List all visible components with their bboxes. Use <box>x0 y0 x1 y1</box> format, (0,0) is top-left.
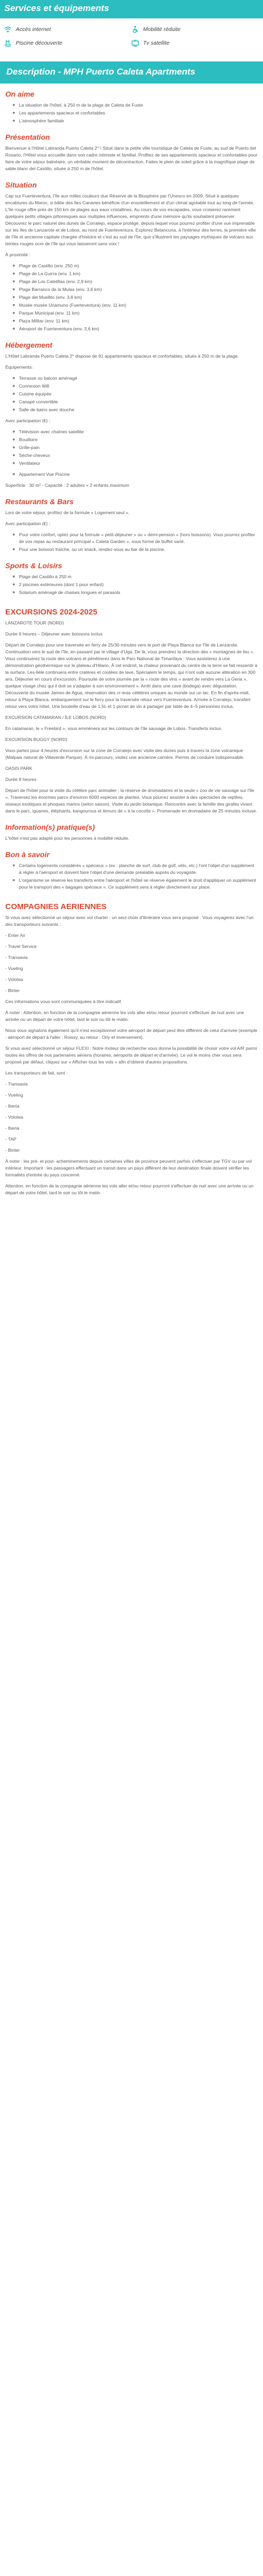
information-text: L'hôtel n'est pas adapté pour les personnes à mobilité réduite. <box>5 836 129 841</box>
list-item: ■ 2 piscines extérieures (dont 1 pour enfant) <box>19 581 258 588</box>
list-item: ■ Plage de Los Caletillas (env. 2,9 km) <box>19 278 258 285</box>
compagnies-heading: COMPAGNIES AERIENNES <box>5 902 107 911</box>
compagnies-final: Attention, en fonction de la compagnie aérienne les vols aller et/ou retour pourront s'effectuer de nuit avec une arrivée ou un départ de votre hôtel, tard le soir ou tôt le matin. <box>5 1183 254 1195</box>
proximity-list <box>5 263 258 332</box>
services-title: Services et équipements <box>4 3 109 13</box>
list-item: ■ Télévision avec chaînes satellite <box>19 429 258 435</box>
service-label: Piscine découverte <box>16 40 63 46</box>
list-item: ■ Plaza Militar (env. 11 km) <box>19 318 258 325</box>
list-item: ■ Bouilloire <box>19 436 258 443</box>
compagnies-intro: Si vous avez sélectionné un séjour avec vol charter : un seul choix d'itinéraire vous sera proposé . Vous voyagerez avec l'un des transporteurs suivants : <box>5 915 254 927</box>
wheelchair-icon <box>132 26 139 33</box>
list-item: ■ Ventilateur <box>19 460 258 467</box>
compagnies-note: À noter : Attention, en fonction de la compagnie aérienne les vols aller et/ou retour pourront s'effectuer de nuit avec une arrivée ou un départ de votre hôtel, tard le soir ou tôt le matin. <box>5 1010 244 1022</box>
excursions-heading: EXCURSIONS 2024-2025 <box>5 608 98 617</box>
flexi-item: - Transavia <box>5 1081 28 1087</box>
extra-list <box>5 471 258 478</box>
flexi-item: - Vueling <box>5 1092 23 1098</box>
hebergement-heading: Hébergement <box>5 341 53 349</box>
list-item: ■ Aéroport de Fuerteventura (env. 3,6 km) <box>19 326 258 332</box>
presentation-text: Bienvenue à l'Hôtel Labranda Puerto Caleta 2* ! Situé dans la petite ville touristique de Caleta de Fuste, au sud de Puerto del Rosario, l'Hôtel vous accueille dans son cadre intimiste et familial. Profitez de ses appartements spacieux et confortables pour faire de votre séjour balnéaire, un véritable moment de décontraction. Faites le plein de soleil grâce à la magnifique plage de sable blanc del Castillo, située à 250 m de l'hôtel. <box>5 145 258 171</box>
on-aime-list <box>5 102 258 124</box>
equip-label: Équipements : <box>5 364 34 370</box>
service-label: Accès internet <box>16 26 51 33</box>
list-item: ■ Canapé convertible <box>19 399 258 405</box>
excursion-title: OASIS PARK <box>5 766 33 771</box>
list-item: ■ Solarium aménagé de chaises longues et parasols <box>19 589 258 596</box>
list-item: ■ Parque Municipal (env. 11 km) <box>19 310 258 317</box>
list-item: ■ Salle de bains avec douche <box>19 406 258 413</box>
flexi-item: - Binter <box>5 1148 20 1153</box>
situation-text: Cap sur Fuerteventura, l'île aux milles couleurs due Réserve de la Biosphère par l'Unesco en 2009. Situé à quelques encablures du Maroc, si bâtie des îles Canaries bénéficie d'un ensoleillement et d'un climat agréable tout au long de l'année. L'île rouge offre près de 150 km de plages aux eaux cristallines. Au cours de vos escapades, vous croiserez rarement quelques petits villages pittoresques aux multiples influences, empreints d'une mémoire qu'ils souhaitent préserver. Découvrez le parc naturel des dunes de Corralejo, espace protégé, depuis lequel vous pourrez profiter d'une vue imprenable sur les îles de Lanzarote et de Lobos, au nord de Fuerteventura. Explorez Betancuria, à l'intérieur des terres, la première ville de l'île et ancienne capitale chargée d'histoire et c'est au sud de l'île, que s'illustrent les paysages mythiques de volcans aux teintes rouges ocre de l'île qui vous laisseront sans voix ! <box>5 193 256 246</box>
fee-label: Avec participation (€) : <box>5 418 50 423</box>
list-item: ■ Sèche-cheveux <box>19 452 258 459</box>
restaurants-heading: Restaurants & Bars <box>5 497 74 506</box>
capacity-text: Superficie : 30 m² - Capacité : 2 adultes + 2 enfants maximum <box>5 483 129 488</box>
services-banner <box>0 0 263 18</box>
charter-item: - Volotea <box>5 977 23 982</box>
list-item: ■ Plage de La Guirra (env. 1 km) <box>19 270 258 277</box>
charter-item: - Transavia <box>5 955 28 960</box>
list-item: ■ Connexion Wifi <box>19 383 258 390</box>
satellite-tv-icon <box>132 39 139 47</box>
excursion-text: Vous partez pour 4 heures d'excursion sur la zone de Corralejo avec visite des dunes puis à travers la zone volcanique (Malpais natural de Villaverde Parque). À mi-parcours, visitez une ancienne carrière. Permis de conduire indispensable. <box>5 748 245 760</box>
list-item: ■ Plage Barranco de la Mulas (env. 3,6 km) <box>19 286 258 293</box>
service-tv <box>132 39 259 47</box>
list-item: ■ Plage del Muellito (env. 3,8 km) <box>19 294 258 301</box>
list-item: ■ Pour une boisson fraîche, ou un snack, rendez-vous au bar de la piscine. <box>19 546 258 553</box>
sports-heading: Sports & Loisirs <box>5 561 63 570</box>
flexi-item: - Volotea <box>5 1114 23 1120</box>
list-item: ■ La situation de l'hôtel, à 250 m de la plage de Caleta de Fuste <box>19 102 258 109</box>
compagnies-note: Si vous avez sélectionné un séjour FLEXI : Notre moteur de recherche vous donne la possibilité de choisir votre vol A/R parmi toutes les offres de nos partenaires aériens (horaires, aéroports de départ et d'arrivée). Le vol le moins cher vous sera proposé par défaut, cliquez sur « Afficher tous les vols » afin d'obtenir d'autres propositions. <box>5 1046 257 1065</box>
list-item: ■ Plage del Castillo à 250 m <box>19 573 258 580</box>
excursion-text: Durée 8 heures <box>5 777 37 782</box>
presentation-heading: Présentation <box>5 133 50 141</box>
excursion-text: Durée 9 heures – Déjeuner avec boissons inclus <box>5 631 103 637</box>
flexi-item: - Iberia <box>5 1103 19 1109</box>
charter-item: - Vueling <box>5 966 23 971</box>
compagnies-final: À noter : les pré- et post- acheminements depuis certaines villes de province peuvent parfois s'effectuer par TGV ou par vol intérieur. Important : les passagers effectuant un transit dans un pays différent de leur destination finale doivent vérifier les formalités d'entrée du pays concerné. <box>5 1159 252 1177</box>
services-grid <box>0 18 263 52</box>
service-mobility <box>132 26 259 33</box>
hebergement-text: L'Hôtel Labranda Puerto Caleta 2* dispose de 91 appartements spacieux et confortables, situés à 250 m de la plage. <box>5 353 239 359</box>
service-label: Mobilité réduite <box>143 26 181 33</box>
compagnies-note: Nous vous signalons également qu'il n'est exceptionnel votre aéroport de départ peut être différent de celui d'arrivée (exemple : aéroport de départ à l'aller : Roissy, au retour : Orly et inversement). <box>5 1028 258 1040</box>
list-item: ■ Musée musée Unamuno (Fuerteventura) (env. 11 km) <box>19 302 258 309</box>
compagnies-note: Ces informations vous sont communiquées à titre indicatif. <box>5 999 123 1004</box>
restaurants-text: Lors de votre séjour, profitez de la formule « Logement seul ». <box>5 510 129 515</box>
charter-item: - Binter <box>5 988 20 993</box>
proximity-label: À proximité : <box>5 252 31 257</box>
list-item: ■ Terrasse ou balcon aménagé <box>19 375 258 382</box>
list-item: ■ L'atmosphère familiale <box>19 118 258 124</box>
list-item: ■ Cuisine équipée <box>19 391 258 398</box>
charter-item: - Enter Air <box>5 933 26 938</box>
list-item: ■ Grille-pain <box>19 444 258 451</box>
compagnies-note: Les transporteurs de fait, sont : <box>5 1070 68 1076</box>
service-label: Tv satellite <box>143 40 170 46</box>
bon-savoir-list <box>5 862 258 891</box>
description-content <box>0 91 263 1196</box>
excursion-title: LANZAROTE TOUR (NORD) <box>5 620 64 625</box>
flexi-item: - Iberia <box>5 1125 19 1131</box>
restaurants-list <box>5 531 258 553</box>
list-item: ■ L'organisme se réserve les transferts entre l'aéroport et l'hôtel se réserve également le droit d'appliquer un supplément pour le transport des « bagages spéciaux ». Ce supplément sera à régler directement sur place. <box>19 877 258 891</box>
service-internet <box>4 26 132 33</box>
description-banner <box>0 61 263 84</box>
excursion-text: Départ de l'hôtel pour la visite du célèbre parc animalier : la réserve de dromadaires et la seule « zoo de vie sauvage sur l'île ». Traversez les énormes parcs d'environ 6000 espèces de plantes. Vous pourrez assister à des spectacles de reptiles, oiseaux exotiques et phoques marins (selon saison). Visite du jardin botanique. Rencontre avec la famille des girafes vivant dans le parc, iguanes, éléphants, kangourous et lémurs de « à la cocotte ». Promenade en dromadaire de 25 minutes incluse. <box>5 788 257 814</box>
wifi-icon <box>4 26 12 33</box>
page <box>0 0 263 1196</box>
flexi-item: - TAP <box>5 1136 17 1142</box>
sports-list <box>5 573 258 596</box>
bon-savoir-heading: Bon à savoir <box>5 850 50 859</box>
list-item: ■ Pour votre confort, optez pour la formule « petit-déjeuner » ou « demi-pension » (hors boissons). Vous pourrez profiter de vos repas au restaurant principal « Caleta Garden », sous forme de buffet varié. <box>19 531 258 545</box>
on-aime-heading: On aime <box>5 90 35 98</box>
list-item: ■ Certains logements considérés « spécieux » (ex : planche de surf, club de golf, vélo, etc.) l'ont l'objet d'un supplément à régler à l'aéroport et doivent faire l'objet d'une demande préalable auprès du voyagiste. <box>19 862 258 876</box>
charter-item: - Travel Service <box>5 944 37 949</box>
information-heading: Information(s) pratique(s) <box>5 823 95 831</box>
excursion-text: En catamaran, le « Freebird », vous emmènera sur les contours de l'île sauvage de Lobos. Transferts inclus. <box>5 726 222 731</box>
list-item: ■ Les appartements spacieux et confortables <box>19 110 258 117</box>
excursion-title: EXCURSION BUGGY (NORD) <box>5 737 67 742</box>
situation-heading: Situation <box>5 181 37 189</box>
restaurants-fee-label: Avec participation (€) : <box>5 521 50 526</box>
list-item: ■ Plage de Castillo (env. 250 m) <box>19 263 258 269</box>
excursion-title: EXCURSION CATAMARAN / ÎLE LOBOS (NORD) <box>5 715 106 720</box>
description-title: Description - MPH Puerto Caleta Apartments <box>6 67 196 77</box>
equip-list <box>5 375 258 413</box>
pool-icon <box>4 39 12 47</box>
excursion-text: Départ de Corralejo pour une traversée en ferry de 25/30 minutes vers le port de Playa Blanca sur l'île de Lanzarote. Continuation vers le sud de l'île, en passant par le village d'Uga. De là, vous prendrez la direction des « montagnes de feu ». Vous continuerez la route des volcans et pénètrerez dans le Parc National de Timanfaya : Vous assisterez à une démonstration géothermique sur le plateau d'Hilario. À cet endroit, la chaleur provenant du centre de la terre se fait ressentir à la surface. Les-lièle continuera entre cratères et coulées de lave. Spécialem le temps, qui n'ont subi aucune altération en 300 ans. Déjeuner en cours d'excursion. Poursuite de votre journée par la « route des vins » avant de rendre vers La Geria », quelque visage chez qui il doit se s'adapter à son environnement ». Arrêt dans une cave (bodega) avec dégustation. Découverte du musée Jameo de Agua, réservation des cr-eras célèbres uniques au monde sur un lac. En fin d'après-midi, retour à Playa Blanca, embarquement sur le ferry pour la traversée retour vers Fuerteventura. Arrivée à Corralejo, transfert retour vers votre hôtel. Une bouteille d'eau de 1,5L et 1 picnet de vin à partager par table de 4–5 personnes inclus. <box>5 642 258 709</box>
list-item: ■ Appartement Vue Piscine <box>19 471 258 478</box>
service-pool <box>4 39 132 47</box>
fee-list <box>5 429 258 467</box>
